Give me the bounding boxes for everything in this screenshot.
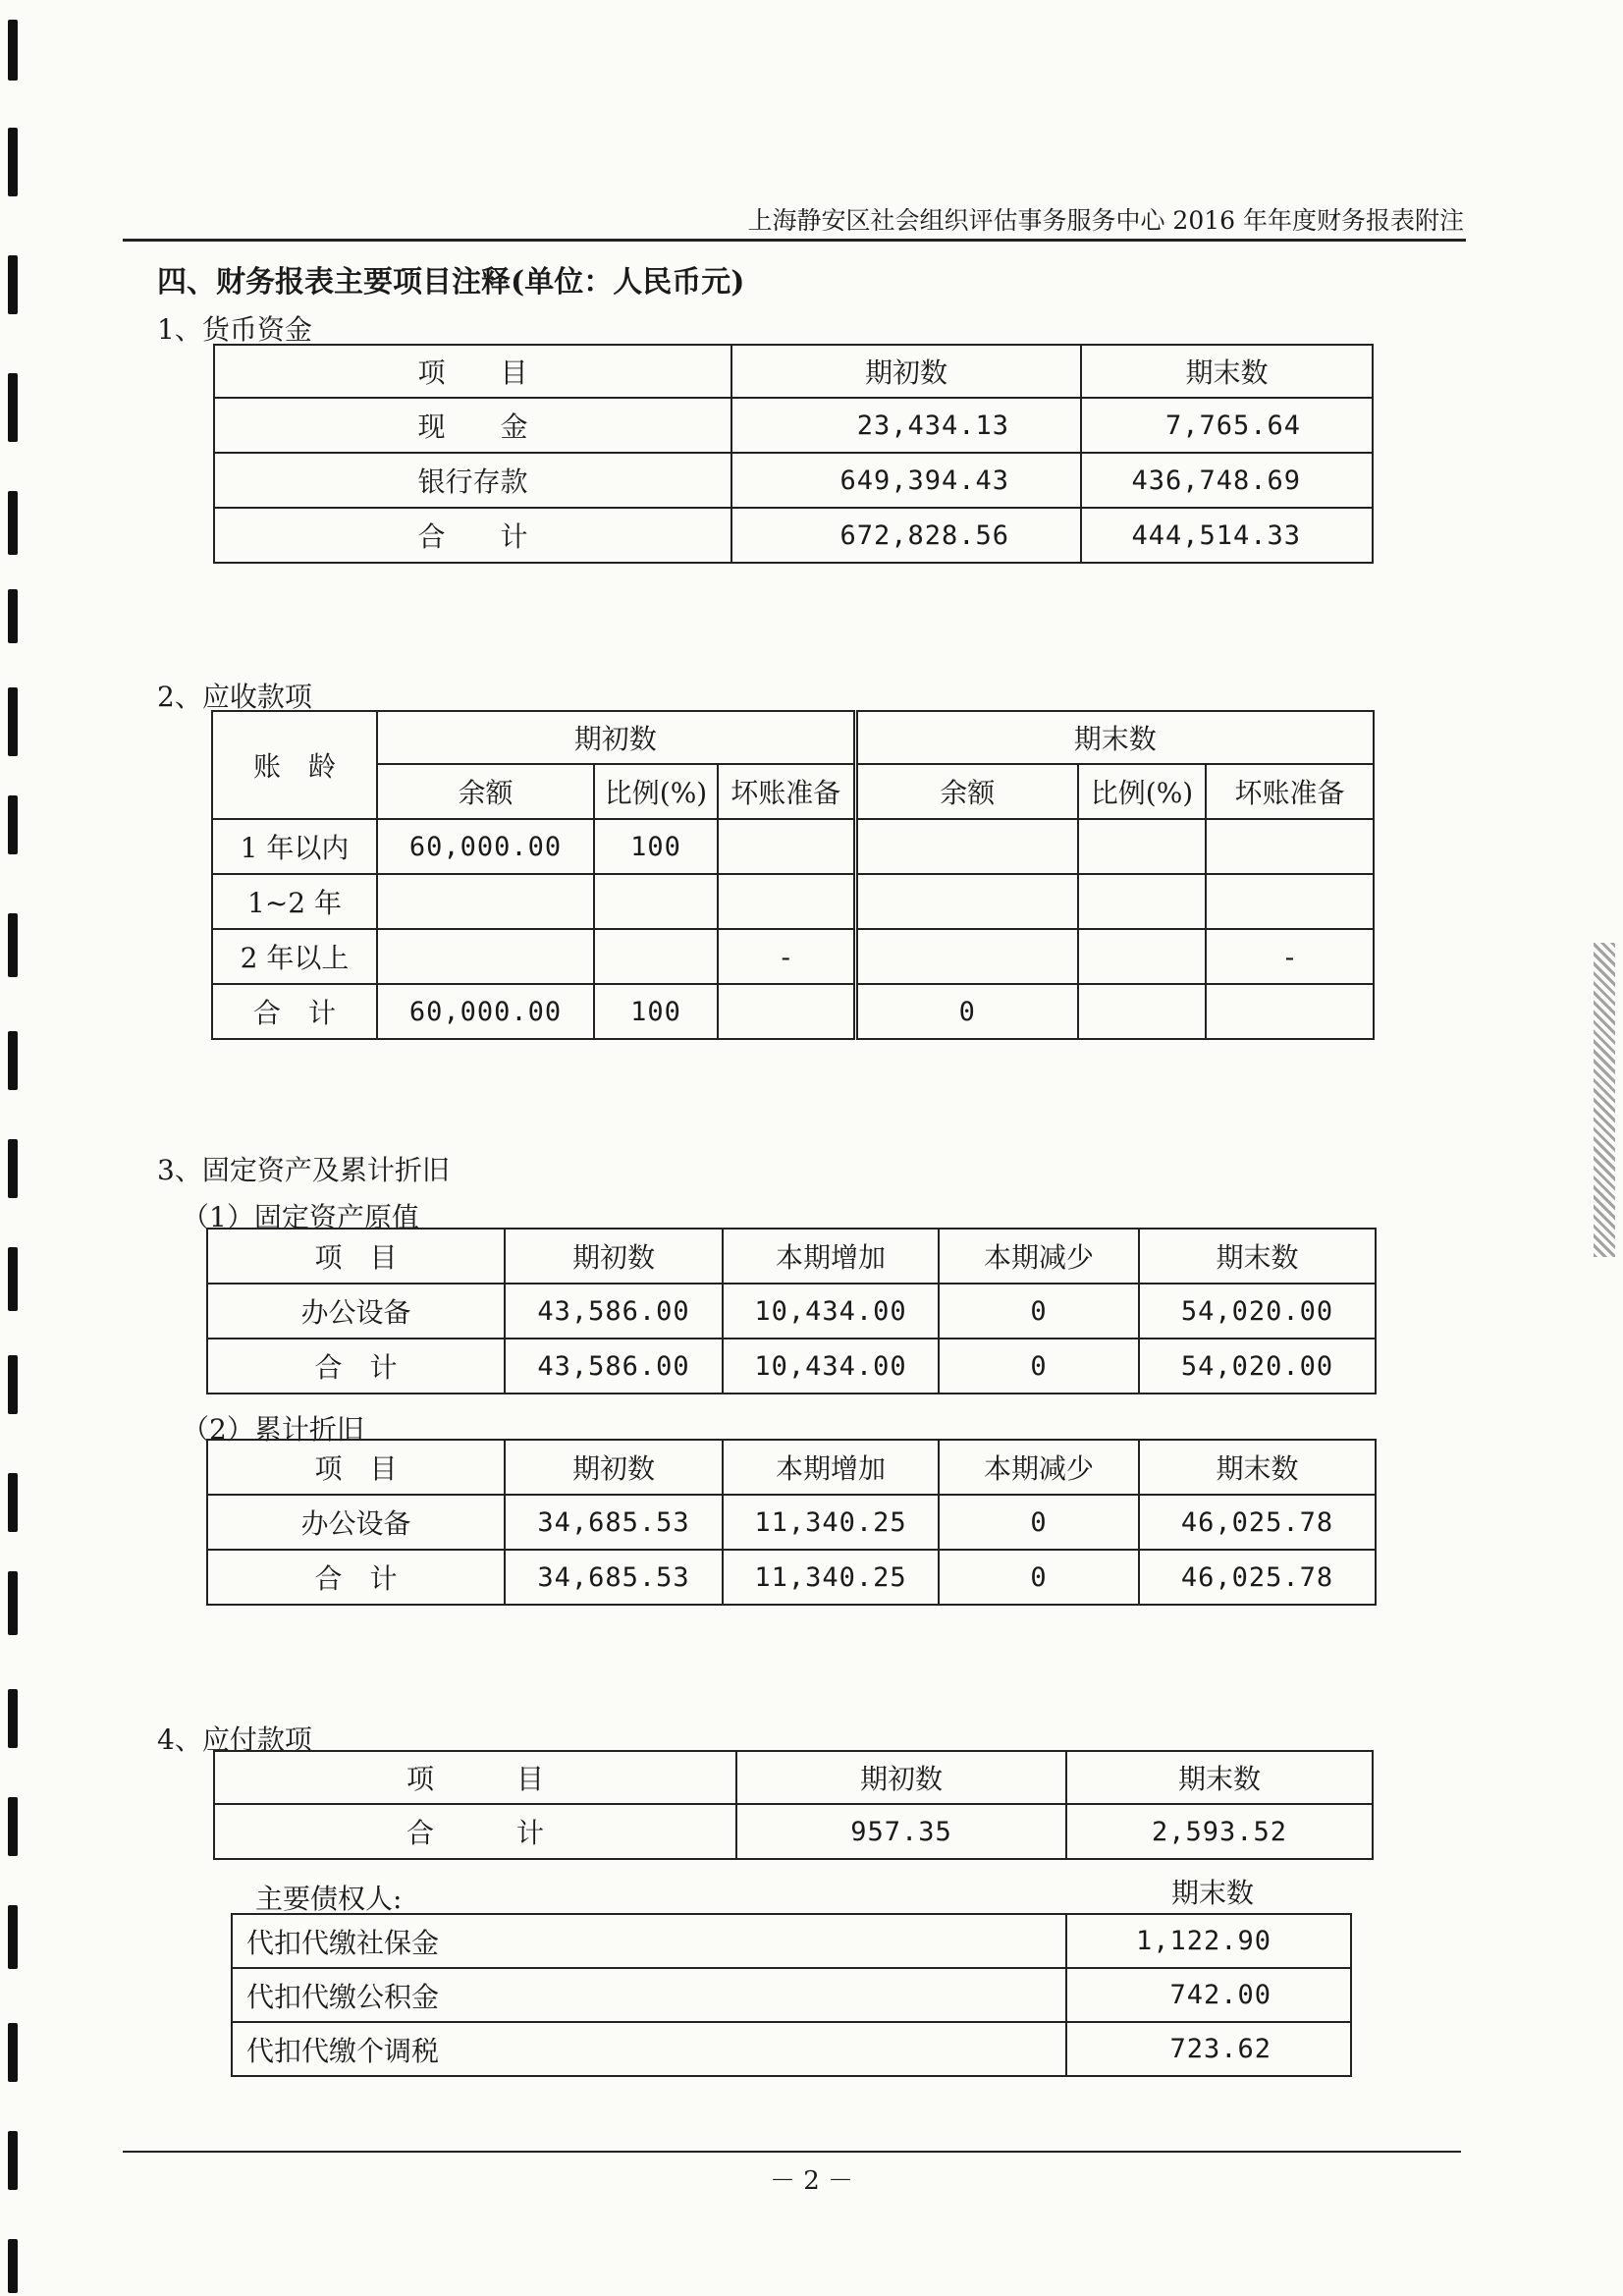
row-label: 办公设备 xyxy=(207,1495,505,1550)
header-rule xyxy=(123,239,1466,242)
creditors-table xyxy=(231,1913,1352,2077)
increase-value: 10,434.00 xyxy=(723,1284,939,1339)
end-value: 436,748.69 xyxy=(1081,453,1373,508)
table-row xyxy=(207,1550,1376,1605)
begin-value: 957.35 xyxy=(736,1804,1066,1859)
begin-value: 43,586.00 xyxy=(505,1339,723,1394)
begin-value: 34,685.53 xyxy=(505,1550,723,1605)
table-row xyxy=(207,1284,1376,1339)
table-subheader-row xyxy=(212,764,1374,819)
depreciation-table xyxy=(206,1439,1377,1606)
begin-baddebt xyxy=(718,874,855,929)
original-value-title: （1）固定资产原值 xyxy=(182,1201,419,1233)
begin-ratio xyxy=(594,874,718,929)
end-value: 7,765.64 xyxy=(1081,398,1373,453)
fixed-assets-title: 3、固定资产及累计折旧 xyxy=(157,1154,450,1186)
table-header-row xyxy=(207,1440,1376,1495)
end-ratio xyxy=(1078,874,1206,929)
original-value-table xyxy=(206,1228,1377,1394)
col-increase: 本期增加 xyxy=(723,1440,939,1495)
decrease-value: 0 xyxy=(939,1339,1139,1394)
col-decrease: 本期减少 xyxy=(939,1229,1139,1284)
table-row xyxy=(232,1968,1351,2022)
col-end: 期末数 xyxy=(1066,1751,1373,1804)
depreciation-title: （2）累计折旧 xyxy=(182,1413,364,1446)
table-row xyxy=(214,508,1373,563)
group-end: 期末数 xyxy=(855,711,1374,764)
age-label: 合 计 xyxy=(212,984,377,1039)
table-row xyxy=(214,398,1373,453)
sub-balance: 余额 xyxy=(855,764,1078,819)
begin-value: 23,434.13 xyxy=(731,398,1081,453)
sub-balance: 余额 xyxy=(377,764,594,819)
creditor-name: 代扣代缴个调税 xyxy=(232,2022,1066,2076)
table-row xyxy=(212,984,1374,1039)
age-label: 1~2 年 xyxy=(212,874,377,929)
age-label: 2 年以上 xyxy=(212,929,377,984)
creditor-end-value: 742.00 xyxy=(1066,1968,1351,2022)
end-balance xyxy=(855,874,1078,929)
table-row xyxy=(232,1914,1351,1968)
decrease-value: 0 xyxy=(939,1495,1139,1550)
cash-title: 1、货币资金 xyxy=(157,313,312,346)
creditor-end-value: 723.62 xyxy=(1066,2022,1351,2076)
begin-value: 43,586.00 xyxy=(505,1284,723,1339)
table-row xyxy=(212,874,1374,929)
col-end: 期末数 xyxy=(1139,1229,1376,1284)
col-begin: 期初数 xyxy=(505,1440,723,1495)
end-balance xyxy=(855,929,1078,984)
begin-baddebt xyxy=(718,984,855,1039)
age-label: 1 年以内 xyxy=(212,819,377,874)
end-baddebt xyxy=(1206,819,1374,874)
end-value: 46,025.78 xyxy=(1139,1495,1376,1550)
document-header: 上海静安区社会组织评估事务服务中心 2016 年年度财务报表附注 xyxy=(747,206,1464,235)
row-label: 现 金 xyxy=(214,398,731,453)
begin-balance xyxy=(377,874,594,929)
creditor-name: 代扣代缴社保金 xyxy=(232,1914,1066,1968)
increase-value: 11,340.25 xyxy=(723,1495,939,1550)
creditors-label: 主要债权人: xyxy=(255,1883,403,1915)
begin-value: 649,394.43 xyxy=(731,453,1081,508)
row-label: 合 计 xyxy=(207,1550,505,1605)
begin-ratio: 100 xyxy=(594,984,718,1039)
table-row xyxy=(214,453,1373,508)
col-age: 账 龄 xyxy=(212,711,377,819)
sub-baddebt: 坏账准备 xyxy=(1206,764,1374,819)
footer-rule xyxy=(123,2151,1461,2153)
table-header-row xyxy=(212,711,1374,764)
table-row xyxy=(214,1804,1373,1859)
creditors-col-end: 期末数 xyxy=(1171,1877,1255,1909)
begin-balance: 60,000.00 xyxy=(377,819,594,874)
payables-title: 4、应付款项 xyxy=(157,1723,312,1756)
table-row xyxy=(212,929,1374,984)
page-number: － 2 － xyxy=(769,2166,854,2196)
table-row xyxy=(212,819,1374,874)
creditor-end-value: 1,122.90 xyxy=(1066,1914,1351,1968)
end-baddebt xyxy=(1206,874,1374,929)
table-header-row xyxy=(214,1751,1373,1804)
col-end: 期末数 xyxy=(1081,345,1373,398)
end-baddebt xyxy=(1206,984,1374,1039)
begin-balance xyxy=(377,929,594,984)
col-item: 项 目 xyxy=(207,1229,505,1284)
table-header-row xyxy=(207,1229,1376,1284)
table-row xyxy=(207,1339,1376,1394)
end-value: 46,025.78 xyxy=(1139,1550,1376,1605)
end-ratio xyxy=(1078,929,1206,984)
end-baddebt: - xyxy=(1206,929,1374,984)
section-title: 四、财务报表主要项目注释(单位：人民币元) xyxy=(157,265,745,300)
row-label: 合 计 xyxy=(214,1804,736,1859)
col-item: 项 目 xyxy=(214,1751,736,1804)
end-value: 2,593.52 xyxy=(1066,1804,1373,1859)
table-header-row xyxy=(214,345,1373,398)
begin-ratio: 100 xyxy=(594,819,718,874)
col-begin: 期初数 xyxy=(736,1751,1066,1804)
decrease-value: 0 xyxy=(939,1550,1139,1605)
end-ratio xyxy=(1078,819,1206,874)
table-row xyxy=(232,2022,1351,2076)
col-item: 项 目 xyxy=(214,345,731,398)
end-value: 54,020.00 xyxy=(1139,1339,1376,1394)
end-value: 444,514.33 xyxy=(1081,508,1373,563)
begin-value: 34,685.53 xyxy=(505,1495,723,1550)
begin-baddebt: - xyxy=(718,929,855,984)
begin-balance: 60,000.00 xyxy=(377,984,594,1039)
sub-ratio: 比例(%) xyxy=(594,764,718,819)
col-begin: 期初数 xyxy=(731,345,1081,398)
begin-baddebt xyxy=(718,819,855,874)
increase-value: 11,340.25 xyxy=(723,1550,939,1605)
begin-value: 672,828.56 xyxy=(731,508,1081,563)
end-value: 54,020.00 xyxy=(1139,1284,1376,1339)
row-label: 银行存款 xyxy=(214,453,731,508)
begin-ratio xyxy=(594,929,718,984)
table-row xyxy=(207,1495,1376,1550)
cash-table xyxy=(213,344,1374,564)
receivables-table xyxy=(211,710,1375,1040)
decrease-value: 0 xyxy=(939,1284,1139,1339)
end-balance: 0 xyxy=(855,984,1078,1039)
col-increase: 本期增加 xyxy=(723,1229,939,1284)
col-begin: 期初数 xyxy=(505,1229,723,1284)
col-item: 项 目 xyxy=(207,1440,505,1495)
receivables-title: 2、应收款项 xyxy=(157,681,312,713)
col-end: 期末数 xyxy=(1139,1440,1376,1495)
row-label: 办公设备 xyxy=(207,1284,505,1339)
creditor-name: 代扣代缴公积金 xyxy=(232,1968,1066,2022)
scan-artifact xyxy=(1594,943,1615,1257)
col-decrease: 本期减少 xyxy=(939,1440,1139,1495)
row-label: 合 计 xyxy=(214,508,731,563)
increase-value: 10,434.00 xyxy=(723,1339,939,1394)
sub-ratio: 比例(%) xyxy=(1078,764,1206,819)
payables-table xyxy=(213,1750,1374,1860)
end-ratio xyxy=(1078,984,1206,1039)
end-balance xyxy=(855,819,1078,874)
row-label: 合 计 xyxy=(207,1339,505,1394)
sub-baddebt: 坏账准备 xyxy=(718,764,855,819)
group-begin: 期初数 xyxy=(377,711,855,764)
